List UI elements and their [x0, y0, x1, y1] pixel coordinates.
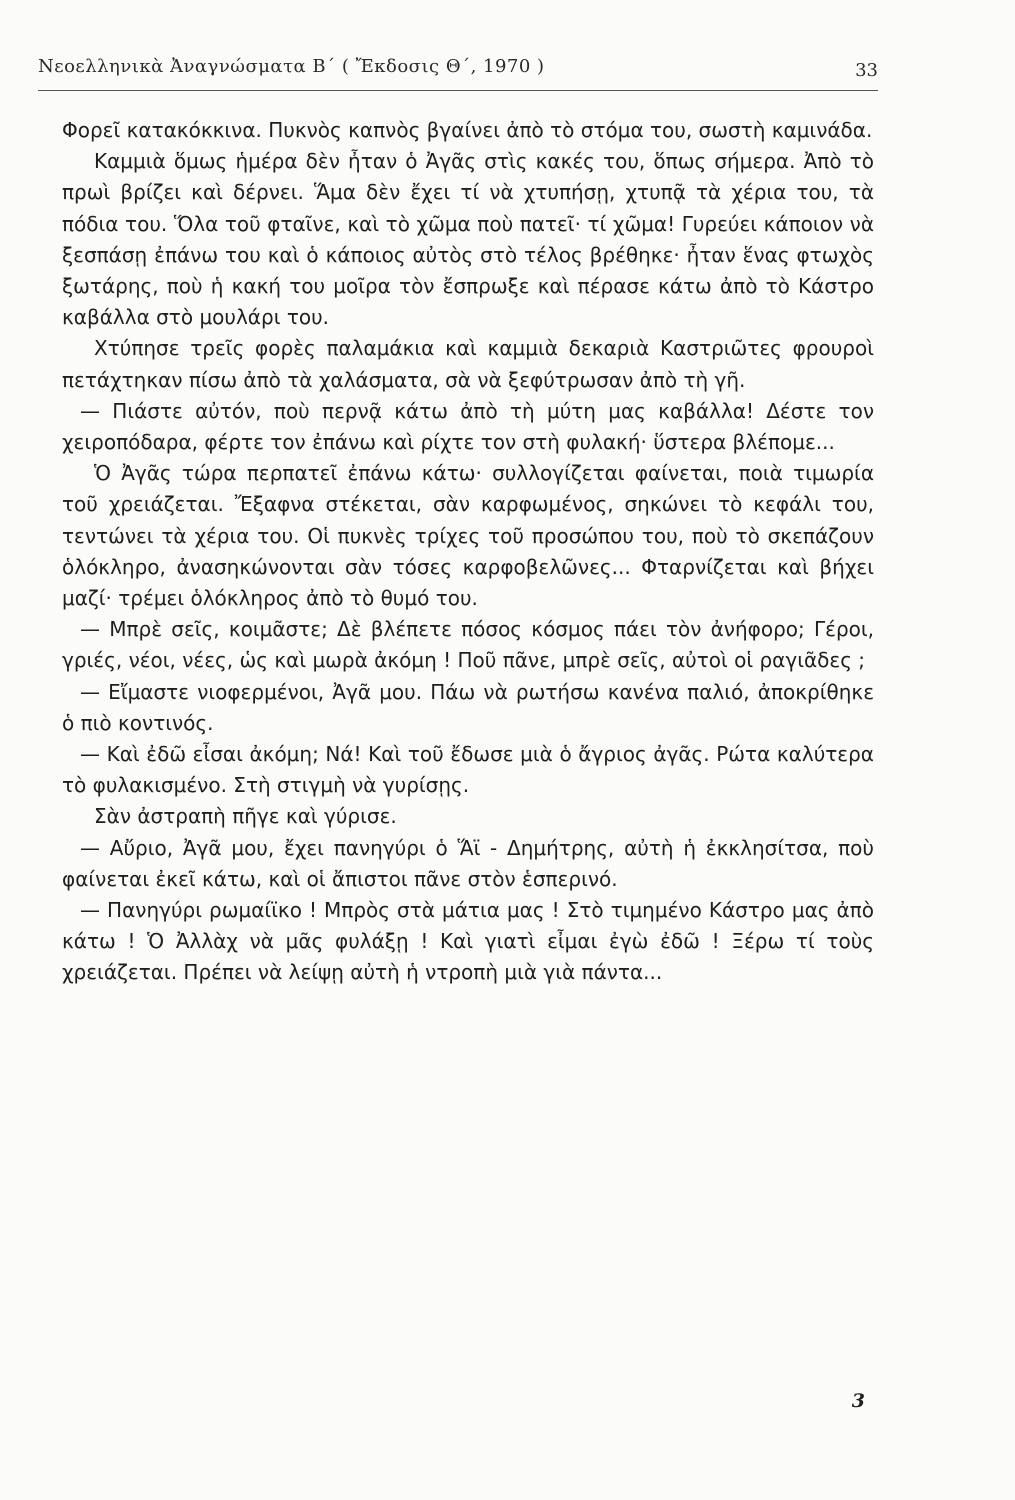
dialog-feast-tomorrow: — Αὔριο, Ἀγᾶ μου, ἔχει πανηγύρι ὁ Ἅϊ - Δημήτρης, αὐτὴ ἡ ἐκκλησίτσα, ποὺ φαίνεται ἐκεῖ κάτω, καὶ οἱ ἄπιστοι πᾶνε στὸν ἑσπερινό.	[62, 835, 874, 891]
running-head: Νεοελληνικὰ Ἀναγνώσματα Β΄ ( Ἔκδοσις Θ΄, 1970 )	[38, 56, 545, 77]
signature-mark: 3	[851, 1390, 865, 1412]
paragraph-continuation: Φορεῖ κατακόκκινα. Πυκνὸς καπνὸς βγαίνει ἀπὸ τὸ στόμα του, σωστὴ καμινάδα.	[62, 118, 873, 142]
paragraph-aga-mood: Καμμιὰ ὅμως ἡμέρα δὲν ἦταν ὁ Ἀγᾶς στὶς κακές του, ὅπως σήμερα. Ἀπὸ τὸ πρωὶ βρίζει καὶ δέρνει. Ἅμα δὲν ἔχει τί νὰ χτυπήσῃ, χτυπᾷ τὰ χέρια του, τὰ πόδια του. Ὅλα τοῦ φταῖνε, καὶ τὸ χῶμα ποὺ πατεῖ· τί χῶμα! Γυρεύει κάποιον νὰ ξεσπάσῃ ἐπάνω του καὶ ὁ κάποιος αὐτὸς στὸ τέλος βρέθηκε· ἦταν ἕνας φτωχὸς ξωτάρης, ποὺ ἡ κακή του μοῖρα τὸν ἔσπρωξε καὶ πέρασε κάτω ἀπὸ τὸ Κάστρο καβάλλα στὸ μουλάρι του.	[62, 149, 874, 330]
body-text	[62, 115, 874, 989]
dialog-still-here: — Καὶ ἐδῶ εἶσαι ἀκόμη; Νά! Καὶ τοῦ ἔδωσε μιὰ ὁ ἄγριος ἀγᾶς. Ρώτα καλύτερα τὸ φυλακισμένο. Στὴ στιγμὴ νὰ γυρίσῃς.	[62, 742, 874, 798]
dialog-are-you-asleep: — Μπρὲ σεῖς, κοιμᾶστε; Δὲ βλέπετε πόσος κόσμος πάει τὸν ἀνήφορο; Γέροι, γριές, νέοι, νέες, ὡς καὶ μωρὰ ἀκόμη ! Ποῦ πᾶνε, μπρὲ σεῖς, αὐτοὶ οἱ ραγιᾶδες ;	[62, 617, 874, 673]
paragraph-guards-summoned: Χτύπησε τρεῖς φορὲς παλαμάκια καὶ καμμιὰ δεκαριὰ Καστριῶτες φρουροὶ πετάχτηκαν πίσω ἀπὸ τὰ χαλάσματα, σὰ νὰ ξεφύτρωσαν ἀπὸ τὴ γῆ.	[62, 336, 874, 392]
dialog-greek-feast: — Πανηγύρι ρωμαίϊκο ! Μπρὸς στὰ μάτια μας ! Στὸ τιμημένο Κάστρο μας ἀπὸ κάτω ! Ὁ Ἀλλὰχ νὰ μᾶς φυλάξῃ ! Καὶ γιατὶ εἶμαι ἐγὼ ἐδῶ ! Ξέρω τί τοὺς χρειάζεται. Πρέπει νὰ λείψῃ αὐτὴ ἡ ντροπὴ μιὰ γιὰ πάντα...	[62, 898, 874, 985]
paragraph-aga-pacing: Ὁ Ἀγᾶς τώρα περπατεῖ ἐπάνω κάτω· συλλογίζεται φαίνεται, ποιὰ τιμωρία τοῦ χρειάζεται. Ἔξαφνα στέκεται, σὰν καρφωμένος, σηκώνει τὸ κεφάλι του, τεντώνει τὰ χέρια του. Οἱ πυκνὲς τρίχες τοῦ προσώπου του, ποὺ τὸ σκεπάζουν ὁλόκληρο, ἀνασηκώνονται σὰν τόσες καρφοβελῶνες... Φταρνίζεται καὶ βήχει μαζί· τρέμει ὁλόκληρος ἀπὸ τὸ θυμό του.	[62, 461, 874, 611]
dialog-newcomers: — Εἴμαστε νιοφερμένοι, Ἀγᾶ μου. Πάω νὰ ρωτήσω κανένα παλιό, ἀποκρίθηκε ὁ πιὸ κοντινός.	[62, 679, 874, 735]
page-number: 33	[855, 60, 878, 81]
page-header	[38, 50, 878, 91]
dialog-seize-him: — Πιάστε αὐτόν, ποὺ περνᾷ κάτω ἀπὸ τὴ μύτη μας καβάλλα! Δέστε τον χειροπόδαρα, φέρτε τον ἐπάνω καὶ ρίχτε τον στὴ φυλακή· ὕστερα βλέπομε...	[62, 398, 874, 455]
paragraph-like-lightning: Σὰν ἀστραπὴ πῆγε καὶ γύρισε.	[94, 804, 397, 829]
